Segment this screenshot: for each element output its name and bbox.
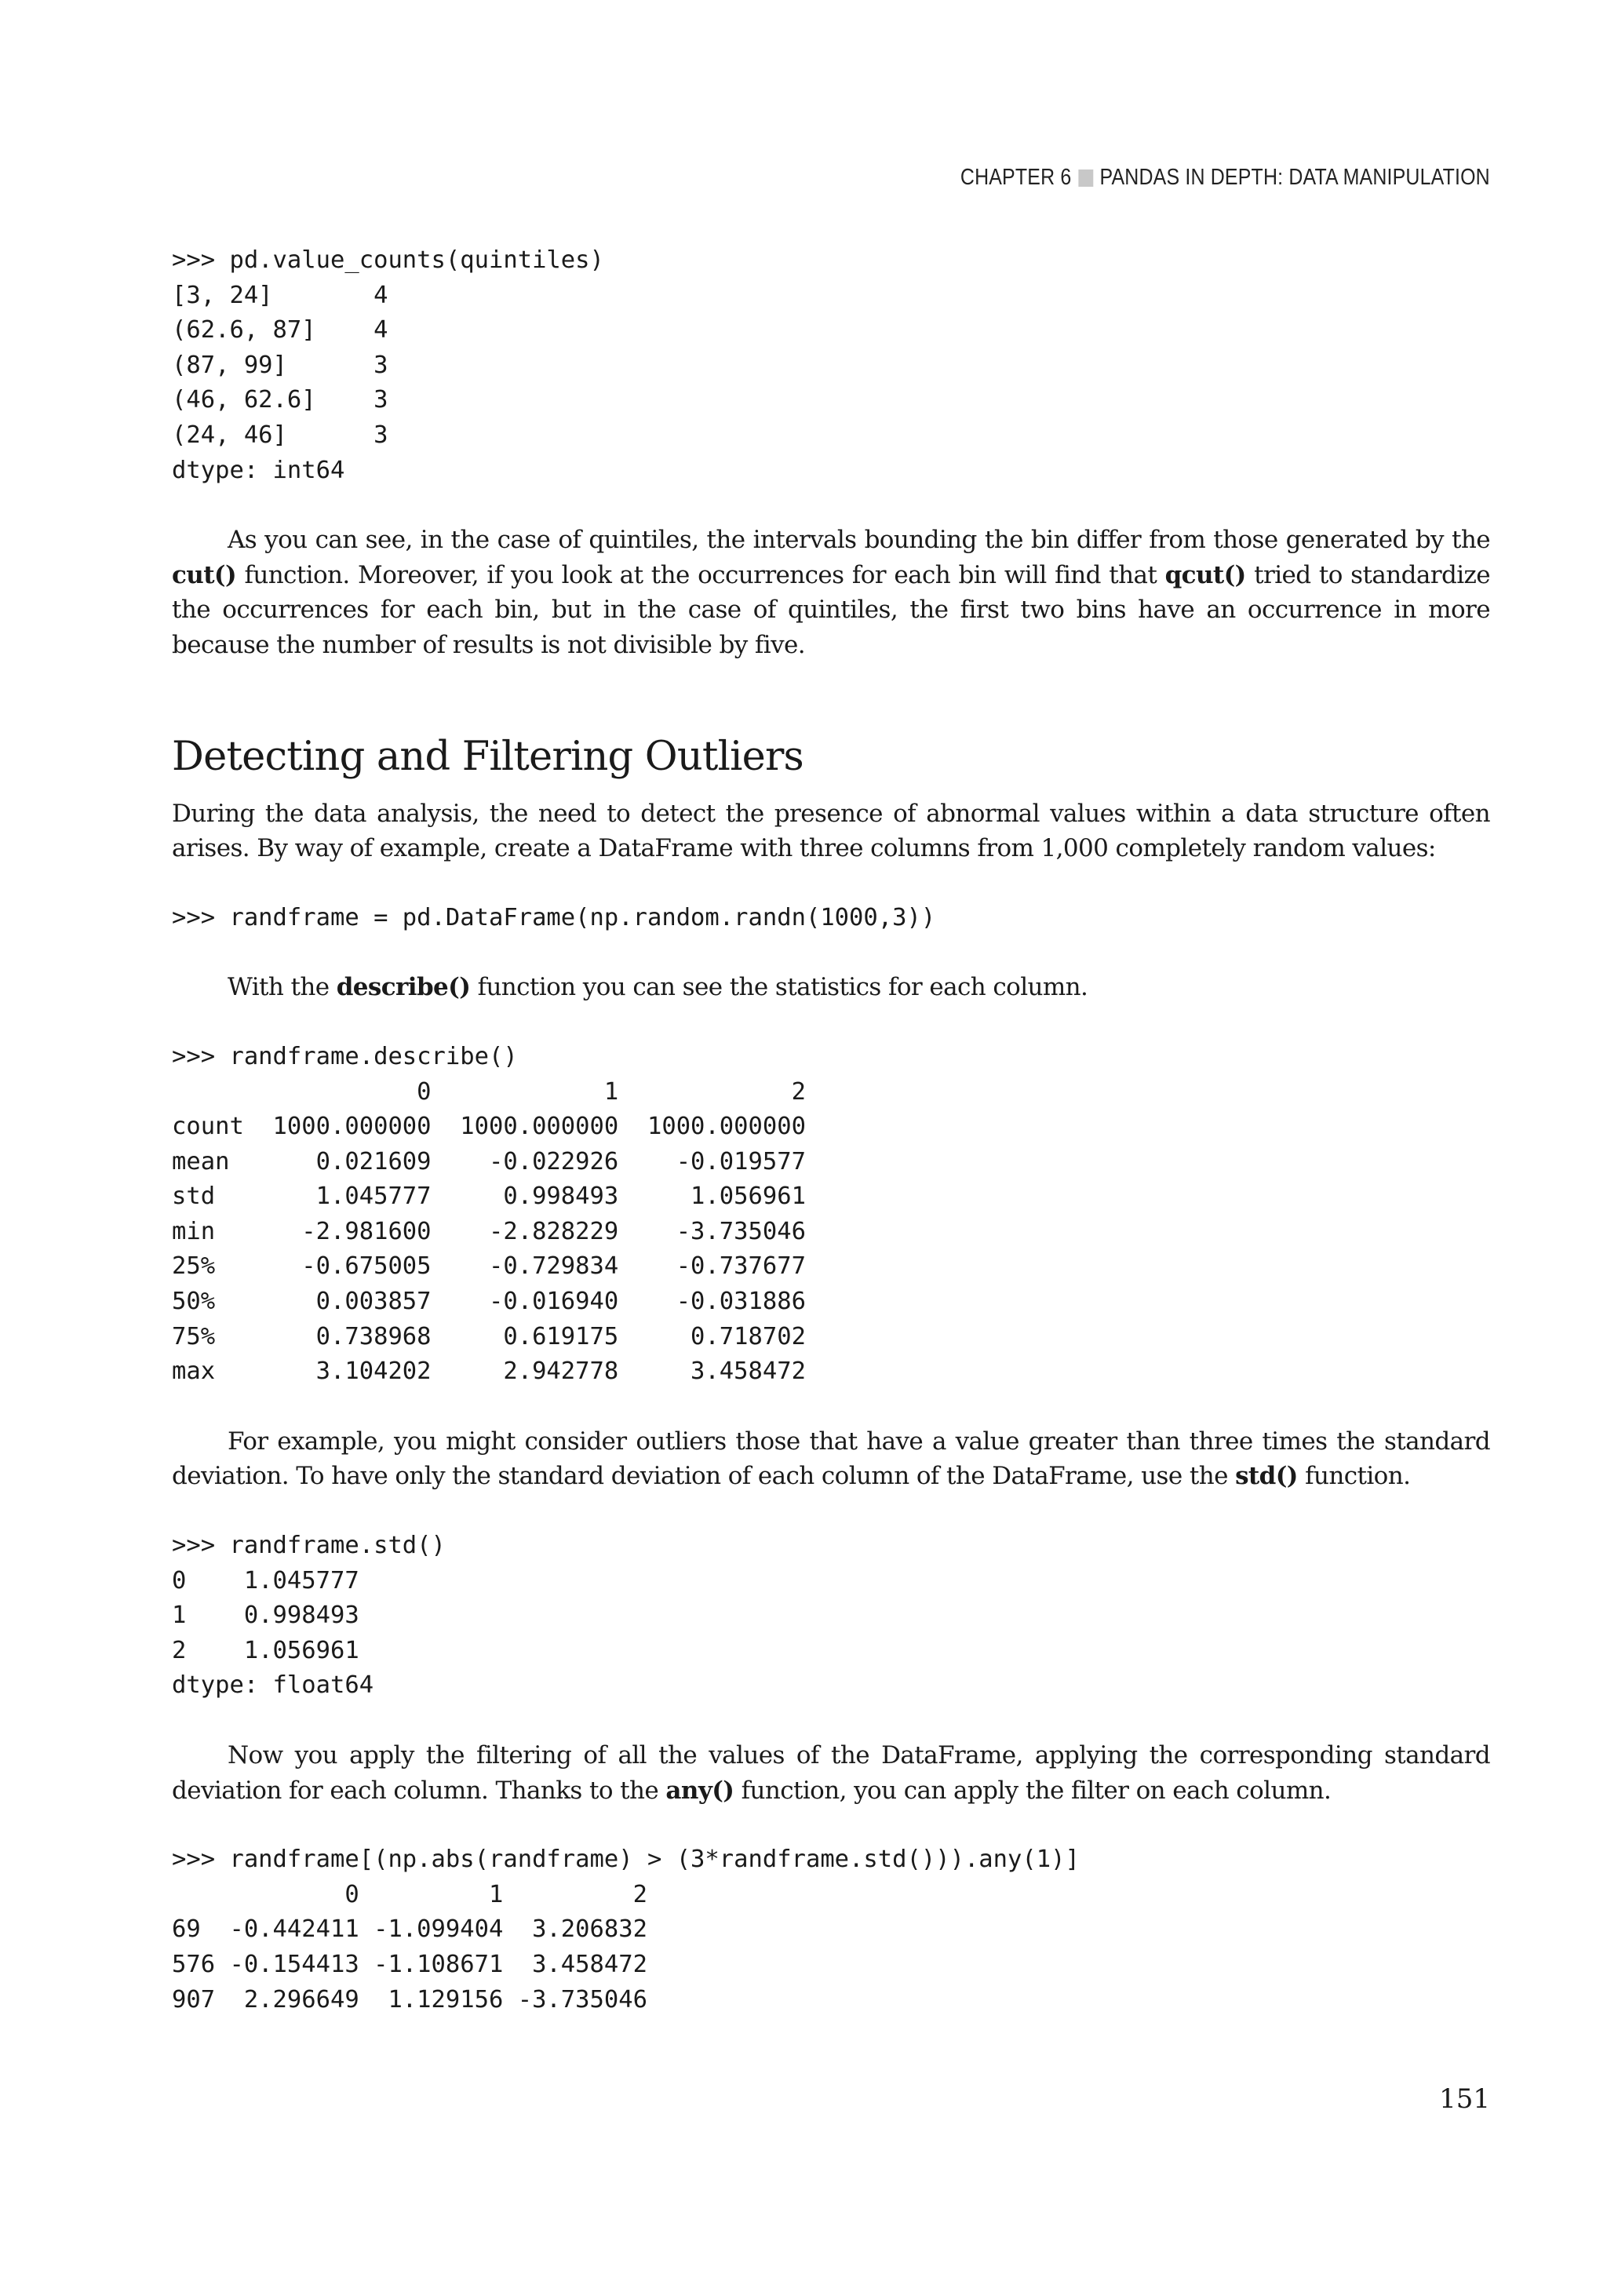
code-block-randframe: >>> randframe = pd.DataFrame(np.random.randn(1000,3)) — [172, 903, 936, 931]
paragraph-intro-outliers: During the data analysis, the need to detect the presence of abnormal values within a data structure often arises. By way of example, create a DataFrame with three columns from 1,000 completely random values: — [172, 799, 1490, 863]
paragraph-quintiles: As you can see, in the case of quintiles, the intervals bounding the bin differ from those generated by the cut() function. Moreover, if you look at the occurrences for each bin will find that qcut() tried to standardize the occurrences for each bin, but in the case of quintiles, the first two bins have an occurrence in more because the number of results is not divisible by five. — [172, 526, 1490, 659]
paragraph-describe: With the describe() function you can see the statistics for each column. — [228, 973, 1088, 1002]
page-content — [172, 243, 1490, 2017]
code-block-value-counts: >>> pd.value_counts(quintiles) [3, 24] 4 (62.6, 87] 4 (87, 99] 3 (46, 62.6] 3 (24, 46] 3 dtype: int64 — [172, 246, 604, 484]
page-number: 151 — [1439, 2083, 1490, 2115]
book-page — [172, 0, 1490, 2296]
paragraph-filter: Now you apply the filtering of all the values of the DataFrame, applying the corresponding standard deviation for each column. Thanks to the any() function, you can apply the filter on each column. — [172, 1741, 1490, 1805]
code-block-std: >>> randframe.std() 0 1.045777 1 0.998493 2 1.056961 dtype: float64 — [172, 1532, 446, 1700]
code-block-describe: >>> randframe.describe() 0 1 2 count 1000.000000 1000.000000 1000.000000 mean 0.021609 -0.022926 -0.019577 std 1.045777 0.998493 1.056961 min -2.981600 -2.828229 -3.735046 25% -0.675005 -0.729834 -0.737677 50% 0.003857 -0.016940 -0.031886 75% 0.738968 0.619175 0.718702 max 3.104202 2.942778 3.458472 — [172, 1042, 806, 1386]
section-heading: Detecting and Filtering Outliers — [172, 733, 804, 780]
code-block-filter: >>> randframe[(np.abs(randframe) > (3*randframe.std())).any(1)] 0 1 2 69 -0.442411 -1.099404 3.206832 576 -0.154413 -1.108671 3.458472 907 2.296649 1.129156 -3.735046 — [172, 1846, 1080, 2014]
running-header — [960, 165, 1490, 191]
chapter-label: CHAPTER 6 — [960, 165, 1072, 190]
chapter-title: PANDAS IN DEPTH: DATA MANIPULATION — [1099, 165, 1490, 190]
header-separator-square — [1078, 169, 1093, 187]
paragraph-std: For example, you might consider outliers those that have a value greater than three times the standard deviation. To have only the standard deviation of each column of the DataFrame, use the std() function. — [172, 1427, 1490, 1491]
